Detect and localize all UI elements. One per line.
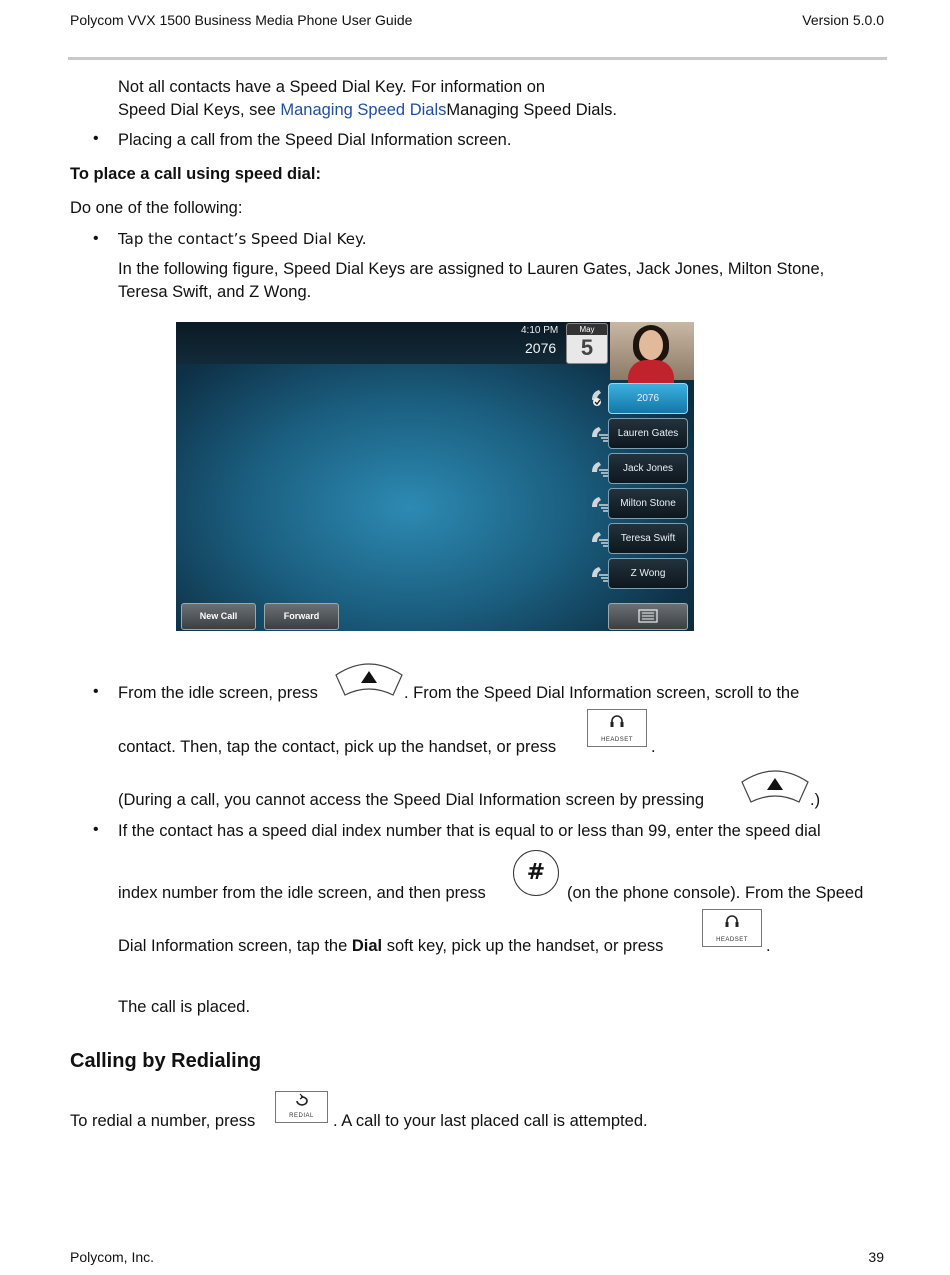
headset-key-icon — [587, 709, 647, 747]
during-call-end: .) — [810, 791, 821, 809]
managing-speed-dials-link[interactable]: Managing Speed Dials — [280, 101, 447, 119]
do-one-text: Do one of the following: — [70, 199, 243, 217]
up-arrow-key-icon — [333, 661, 405, 701]
intro-suffix: Managing Speed Dials. — [446, 101, 617, 119]
header-version: Version 5.0.0 — [802, 12, 884, 28]
index-line-3 — [118, 935, 663, 958]
redial-key-label: REDIAL — [289, 1113, 314, 1119]
redial-text-1: To redial a number, press — [70, 1112, 256, 1130]
speed-dial-lauren-gates[interactable]: Lauren Gates — [608, 418, 688, 449]
bullet-dot: • — [93, 821, 99, 838]
header-divider — [68, 57, 887, 60]
calendar-month: May — [567, 324, 607, 335]
bullet-dot: • — [93, 130, 99, 147]
pound-key-icon: # — [513, 850, 559, 896]
index-line-2a: index number from the idle screen, and then press — [118, 884, 486, 902]
up-arrow-key-icon — [739, 768, 811, 808]
headset-key-label: HEADSET — [601, 737, 633, 743]
idle-part-4: . — [651, 738, 656, 756]
figure-caption-1: In the following figure, Speed Dial Keys are assigned to Lauren Gates, Jack Jones, Milton Stone, — [118, 260, 825, 278]
speed-dial-jack-jones[interactable]: Jack Jones — [608, 453, 688, 484]
bullet-tap: Tap the contact’s Speed Dial Key. — [118, 230, 367, 248]
procedure-heading: To place a call using speed dial: — [70, 165, 321, 183]
forward-softkey[interactable]: Forward — [264, 603, 339, 630]
menu-icon — [638, 609, 658, 623]
figure-caption-2: Teresa Swift, and Z Wong. — [118, 283, 312, 301]
call-placed-text: The call is placed. — [118, 998, 251, 1016]
new-call-softkey[interactable]: New Call — [181, 603, 256, 630]
index-line-3c: . — [766, 937, 771, 955]
idle-part-2: . From the Speed Dial Information screen, scroll to the — [404, 684, 800, 702]
index-line-3b: soft key, pick up the handset, or press — [382, 937, 664, 955]
extension-number: 2076 — [525, 340, 557, 356]
line-key-2076[interactable]: 2076 — [608, 383, 688, 414]
index-line-3a: Dial Information screen, tap the — [118, 937, 352, 955]
redial-heading: Calling by Redialing — [70, 1050, 262, 1072]
redial-text-2: . A call to your last placed call is attempted. — [333, 1112, 648, 1130]
header-title: Polycom VVX 1500 Business Media Phone User Guide — [70, 12, 413, 28]
dial-softkey-name: Dial — [351, 937, 383, 955]
speed-dial-milton-stone[interactable]: Milton Stone — [608, 488, 688, 519]
footer-company: Polycom, Inc. — [70, 1249, 155, 1265]
intro-line-2 — [118, 99, 617, 122]
index-line-2b: (on the phone console). From the Speed — [567, 884, 864, 902]
contact-photo — [610, 322, 694, 380]
idle-part-3: contact. Then, tap the contact, pick up the handset, or press — [118, 738, 557, 756]
bullet-placing: Placing a call from the Speed Dial Information screen. — [118, 131, 512, 149]
bullet-dot: • — [93, 683, 99, 700]
page-number: 39 — [868, 1249, 884, 1265]
bullet-dot: • — [93, 230, 99, 247]
headset-key-icon — [702, 909, 762, 947]
headset-key-label: HEADSET — [716, 937, 748, 943]
clock-time: 4:10 PM — [521, 325, 559, 336]
calendar-day: 5 — [580, 335, 594, 360]
during-call-text: (During a call, you cannot access the Speed Dial Information screen by pressing — [118, 791, 705, 809]
idle-part-1: From the idle screen, press — [118, 684, 318, 702]
intro-text: Speed Dial Keys, see — [118, 101, 281, 119]
calendar-icon — [566, 323, 608, 364]
intro-line-1: Not all contacts have a Speed Dial Key. For information on — [118, 78, 546, 96]
phone-screen-figure — [176, 322, 694, 631]
speed-dial-z-wong[interactable]: Z Wong — [608, 558, 688, 589]
redial-key-icon — [275, 1091, 328, 1123]
speed-dial-teresa-swift[interactable]: Teresa Swift — [608, 523, 688, 554]
index-line-1: If the contact has a speed dial index number that is equal to or less than 99, enter the speed dial — [118, 822, 821, 840]
menu-softkey[interactable] — [608, 603, 688, 630]
